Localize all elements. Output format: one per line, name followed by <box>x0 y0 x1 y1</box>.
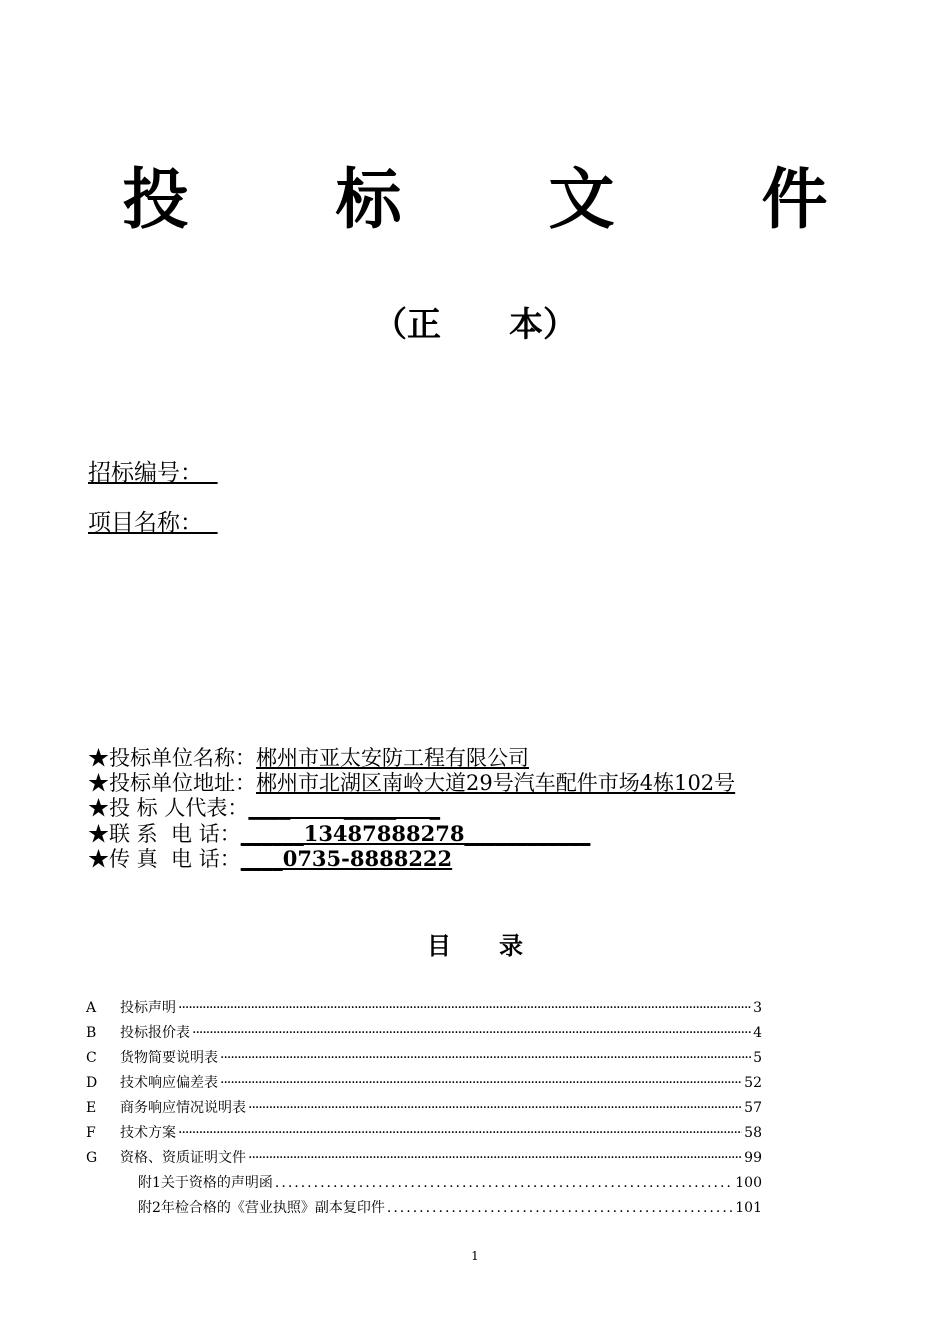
toc-item-page: 58 <box>744 1125 762 1141</box>
toc-subitem-text: 附2年检合格的《营业执照》副本复印件 <box>138 1200 385 1216</box>
toc-item-text: 投标报价表 <box>120 1025 190 1041</box>
toc-item[interactable] <box>86 996 762 1021</box>
toc-leader-dots <box>178 996 751 1021</box>
toc-item-page: 57 <box>744 1100 762 1116</box>
project-name-field <box>88 508 218 538</box>
fax-row <box>88 846 735 871</box>
phone-value: ______13487888278____________ <box>240 821 591 846</box>
toc-item-page: 5 <box>753 1050 762 1066</box>
toc-item-page: 3 <box>753 1000 762 1016</box>
toc-subitem-page: 101 <box>735 1200 762 1216</box>
fax-value: ____0735-8888222 <box>240 846 453 871</box>
toc-item-letter: A <box>86 1000 97 1016</box>
bid-number-blank <box>203 460 218 486</box>
toc-item-text: 资格、资质证明文件 <box>120 1150 246 1166</box>
toc-leader-dots <box>192 1021 751 1046</box>
toc-item-page: 52 <box>744 1075 762 1091</box>
toc-leader-dots <box>220 1071 742 1096</box>
toc-item[interactable] <box>86 1146 762 1171</box>
document-title: 投 标 文 件 <box>122 161 890 238</box>
table-of-contents <box>86 996 762 1221</box>
bid-number-label: 招标编号： <box>88 460 203 486</box>
document-subtitle: （正 本） <box>373 305 577 345</box>
toc-subitem[interactable] <box>86 1196 762 1221</box>
toc-item[interactable] <box>86 1046 762 1071</box>
toc-item-letter: B <box>86 1025 97 1041</box>
toc-item[interactable] <box>86 1021 762 1046</box>
project-name-blank <box>203 510 218 536</box>
toc-leader-dots <box>275 1171 733 1196</box>
toc-item-text: 技术方案 <box>120 1125 176 1141</box>
toc-item-letter: C <box>86 1050 97 1066</box>
toc-item-text: 商务响应情况说明表 <box>120 1100 246 1116</box>
toc-leader-dots <box>178 1121 742 1146</box>
toc-item-page: 4 <box>753 1025 762 1041</box>
toc-item[interactable] <box>86 1071 762 1096</box>
toc-item-letter: D <box>86 1075 98 1091</box>
address-row <box>88 771 735 796</box>
toc-leader-dots <box>387 1196 733 1221</box>
toc-leader-dots <box>220 1046 751 1071</box>
phone-label: ★联 系 电 话： <box>88 822 241 846</box>
toc-item[interactable] <box>86 1121 762 1146</box>
toc-item-text: 货物简要说明表 <box>120 1050 218 1066</box>
company-row <box>88 746 735 771</box>
representative-value: ____ _____ _ <box>248 796 441 820</box>
company-label: ★投标单位名称： <box>88 746 256 770</box>
toc-subitem[interactable] <box>86 1171 762 1196</box>
toc-item-letter: E <box>86 1100 97 1116</box>
representative-row <box>88 796 735 821</box>
toc-item-text: 技术响应偏差表 <box>120 1075 218 1091</box>
contact-info <box>88 746 735 871</box>
toc-item-text: 投标声明 <box>120 1000 176 1016</box>
project-name-label: 项目名称： <box>88 510 203 536</box>
address-value: 郴州市北湖区南岭大道29号汽车配件市场4栋102号 <box>256 771 736 795</box>
toc-subitem-page: 100 <box>735 1175 762 1191</box>
toc-item-letter: F <box>86 1125 96 1141</box>
toc-item[interactable] <box>86 1096 762 1121</box>
address-label: ★投标单位地址： <box>88 771 256 795</box>
toc-item-page: 99 <box>744 1150 762 1166</box>
toc-subitem-text: 附1关于资格的声明函 <box>138 1175 273 1191</box>
bid-number-field <box>88 458 218 488</box>
toc-item-letter: G <box>86 1150 98 1166</box>
fax-label: ★传 真 电 话： <box>88 847 241 871</box>
toc-leader-dots <box>248 1096 742 1121</box>
toc-leader-dots <box>248 1146 742 1171</box>
representative-label: ★投 标 人代表： <box>88 796 249 820</box>
page-number: 1 <box>471 1249 479 1263</box>
toc-title: 目 录 <box>427 932 523 960</box>
company-value: 郴州市亚太安防工程有限公司 <box>256 746 529 770</box>
phone-row <box>88 821 735 846</box>
